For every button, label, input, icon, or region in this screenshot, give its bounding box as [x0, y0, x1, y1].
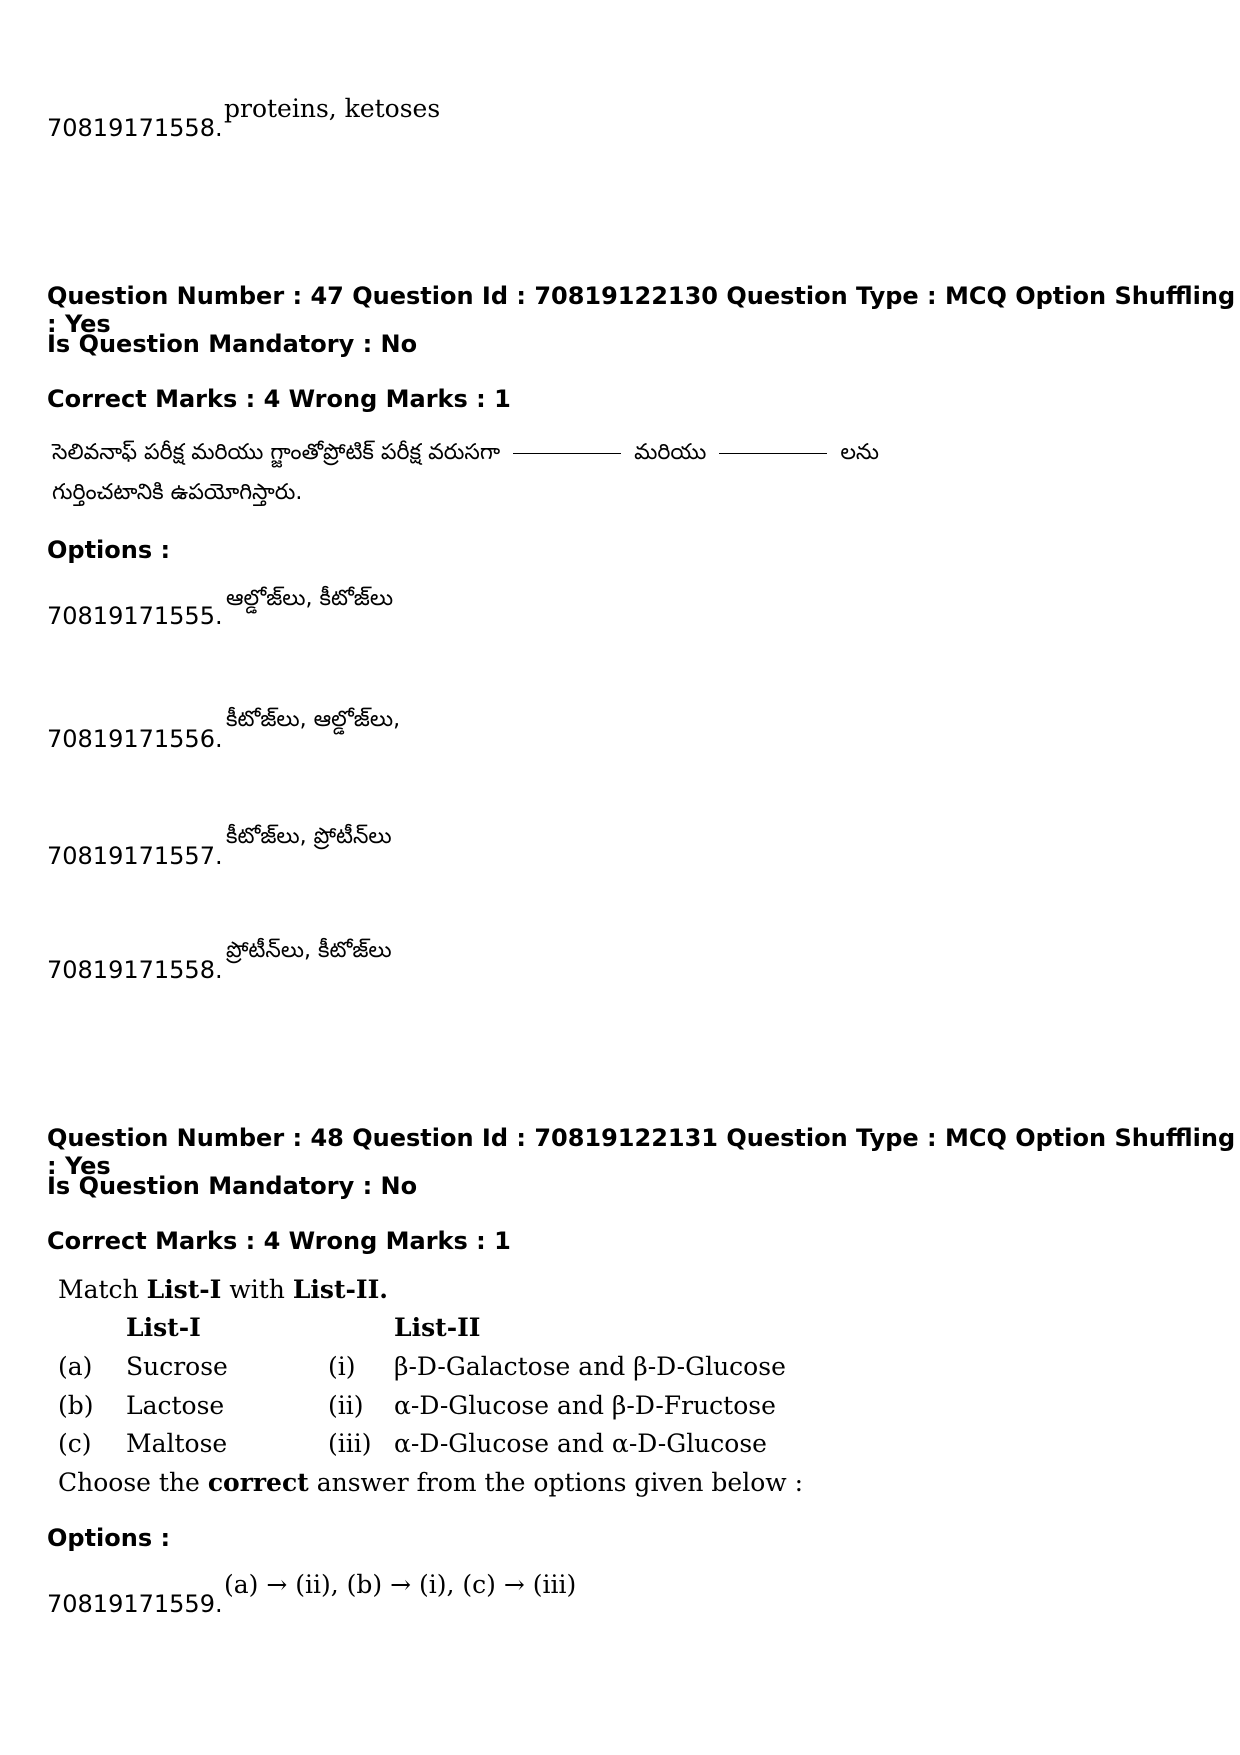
question-part: మరియు: [634, 440, 707, 465]
row-letter: (c): [58, 1429, 92, 1458]
match-intro: [58, 1275, 388, 1304]
choose-text: Choose the: [58, 1468, 200, 1497]
option-id: 70819171556.: [47, 725, 223, 753]
option-text: కీటోజ్‌లు, ఆల్డోజ్‌లు,: [226, 707, 401, 732]
option-id: 70819171559.: [47, 1590, 223, 1618]
option-text: ప్రోటీన్‌లు, కీటోజ్‌లు: [226, 938, 392, 963]
blank-line: [719, 452, 827, 454]
intro-text: Match: [58, 1275, 139, 1304]
blank-line: [513, 452, 621, 454]
marks-line: Correct Marks : 4 Wrong Marks : 1: [47, 385, 511, 413]
choose-instruction: [58, 1468, 803, 1497]
option-text: ఆల్డోజ్‌లు, కీటోజ్‌లు: [226, 586, 394, 611]
list2-header: List-II: [394, 1313, 481, 1342]
mandatory-line: Is Question Mandatory : No: [47, 330, 418, 358]
row-num: (i): [328, 1352, 356, 1381]
question-header: Question Number : 47 Question Id : 70819122130 Question Type : MCQ Option Shuffling : Yes: [47, 282, 1236, 338]
option-text: proteins, ketoses: [224, 94, 441, 123]
row-letter: (a): [58, 1352, 93, 1381]
row-item: Maltose: [126, 1429, 228, 1458]
options-label: Options :: [47, 1524, 171, 1552]
row-match: β-D-Galactose and β-D-Glucose: [394, 1352, 786, 1381]
question-text: [52, 440, 879, 470]
marks-line: Correct Marks : 4 Wrong Marks : 1: [47, 1227, 511, 1255]
row-match: α-D-Glucose and β-D-Fructose: [394, 1391, 776, 1420]
intro-list2: List-II.: [292, 1275, 389, 1304]
row-item: Sucrose: [126, 1352, 228, 1381]
question-header: Question Number : 48 Question Id : 70819122131 Question Type : MCQ Option Shuffling : Yes: [47, 1124, 1236, 1180]
option-id: 70819171558.: [47, 956, 223, 984]
option-id: 70819171557.: [47, 842, 223, 870]
row-num: (iii): [328, 1429, 372, 1458]
choose-bold: correct: [207, 1468, 309, 1497]
row-letter: (b): [58, 1391, 94, 1420]
choose-text: answer from the options given below :: [316, 1468, 804, 1497]
intro-list1: List-I: [146, 1275, 222, 1304]
option-id: 70819171558.: [47, 114, 223, 142]
mandatory-line: Is Question Mandatory : No: [47, 1172, 418, 1200]
option-id: 70819171555.: [47, 602, 223, 630]
row-match: α-D-Glucose and α-D-Glucose: [394, 1429, 767, 1458]
question-text-line2: గుర్తించటానికి ఉపయోగిస్తారు.: [52, 480, 303, 505]
option-text: కీటోజ్‌లు, ప్రోటీన్‌లు: [226, 824, 392, 849]
options-label: Options :: [47, 536, 171, 564]
row-num: (ii): [328, 1391, 364, 1420]
option-text: (a) → (ii), (b) → (i), (c) → (iii): [224, 1570, 577, 1599]
row-item: Lactose: [126, 1391, 225, 1420]
list1-header: List-I: [126, 1313, 201, 1342]
intro-text: with: [229, 1275, 285, 1304]
question-part: లను: [840, 440, 879, 465]
question-part: సెలివనాఫ్ పరీక్ష మరియు గ్జాంతోప్రోటిక్ పరీక్ష వరుసగా: [52, 440, 501, 465]
